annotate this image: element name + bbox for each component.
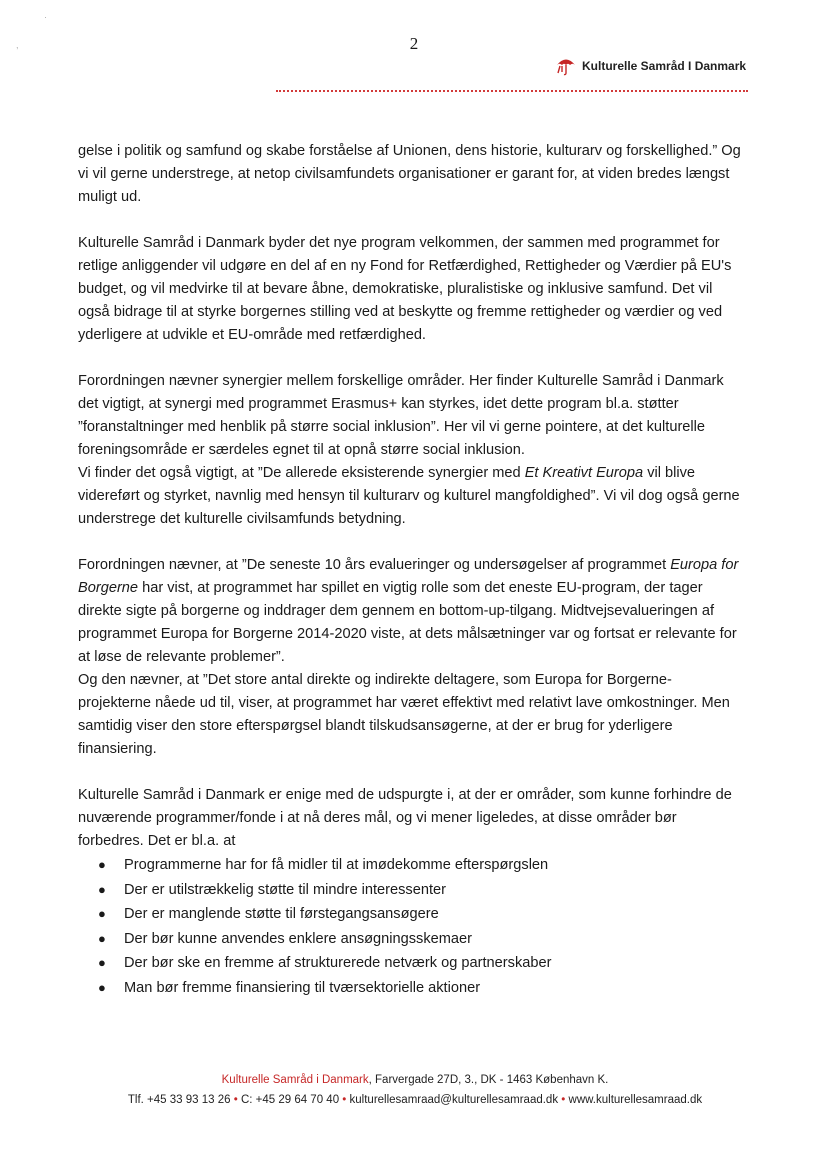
paragraph-1: gelse i politik og samfund og skabe forståelse af Unionen, dens historie, kulturarv og forskellighed.” Og vi vil gerne understrege, at netop civilsamfundets organisationer er garant for, at viden bredes længst muligt ud. — [78, 143, 741, 205]
brand-name: Kulturelle Samråd I Danmark — [582, 59, 747, 73]
list-item-text: Programmerne har for få midler til at imødekomme efterspørgslen — [124, 857, 549, 873]
paragraph-4-post: vil blive videreført og styrket, navnlig med hensyn til kulturarv og kulturel mangfoldighed”. Vi vil dog også gerne understrege det kulturelle civilsamfunds betydning. — [78, 465, 740, 527]
list-item-text: Der er utilstrækkelig støtte til mindre interessenter — [124, 881, 446, 898]
list-item — [98, 853, 742, 878]
list-item — [98, 951, 742, 976]
footer-website[interactable]: www.kulturellesamraad.dk — [568, 1094, 703, 1106]
scan-speck: · — [44, 12, 47, 22]
brand-header — [556, 56, 746, 76]
paragraph-2: Kulturelle Samråd i Danmark byder det nye program velkommen, der sammen med programmet for retlige anliggender vil udgøre en del af en ny Fond for Retfærdighed, Rettigheder og Værdier på EU's budget, og vil medvirke til at bevare åbne, demokratiske, pluralistiske og inklusive samfund. Det vil også bidrage til at styrke borgernes stilling ved at beskytte og fremme rettigheder og værdier og ved yderligere at udvikle et EU-område med retfærdighed. — [78, 235, 732, 343]
list-item-text: Der bør kunne anvendes enklere ansøgningsskemaer — [124, 930, 473, 947]
list-item-text: Der er manglende støtte til førstegangsansøgere — [124, 906, 439, 922]
footer-separator: • — [233, 1094, 238, 1106]
paragraph-6: Og den nævner, at ”Det store antal direkte og indirekte deltagere, som Europa for Borgerne-projekterne nåede ud til, viser, at programmet har været effektivt med relativt lave omkostninger. Men samtidig viser den store efterspørgsel blandt tilskudsansøgerne, at der er brug for yderligere finansiering. — [78, 672, 730, 757]
bullet-icon: ● — [98, 857, 106, 872]
paragraph-4 — [78, 462, 742, 531]
paragraph-5-title: Europa for Borgerne — [78, 557, 739, 596]
bullet-icon: ● — [98, 881, 106, 897]
paragraph-4-pre: Vi finder det også vigtigt, at ”De allerede eksisterende synergier med — [78, 465, 525, 481]
list-item — [98, 902, 742, 927]
bullet-icon: ● — [98, 906, 106, 921]
list-item — [98, 976, 742, 1001]
footer-separator: • — [561, 1094, 566, 1106]
bullet-list — [78, 853, 742, 1000]
bullet-icon: ● — [98, 979, 106, 995]
paragraph-3: Forordningen nævner synergier mellem forskellige områder. Her finder Kulturelle Samråd i Danmark det vigtigt, at synergi med programmet Erasmus+ kan styrkes, idet dette program bl.a. støtter ”foranstaltninger med henblik på større social inklusion”. Her vil vi gerne pointere, at det kulturelle foreningsområde er særdeles egnet til at opnå større social inklusion. — [78, 373, 724, 458]
list-item-text: Man bør fremme finansiering til tværsektorielle aktioner — [124, 979, 481, 996]
header-divider — [276, 90, 748, 92]
footer-org-name: Kulturelle Samråd i Danmark — [221, 1074, 369, 1086]
paragraph-5-post: har vist, at programmet har spillet en vigtig rolle som det eneste EU-program, der tager direkte sigte på borgerne og inddrager dem gennem en bottom-up-tilgang. Midtvejsevalueringen af programmet Europa for Borgerne 2014-2020 viste, at dets målsætninger var og fortsat er relevante for at løse de relevante problemer”. — [78, 580, 737, 665]
list-item — [98, 878, 742, 903]
paragraph-4-title: Et Kreativt Europa — [524, 465, 644, 481]
footer-contact-line — [70, 1090, 760, 1110]
list-item — [98, 927, 742, 952]
scan-speck: , — [16, 40, 19, 50]
page-number: 2 — [409, 34, 419, 53]
footer-email[interactable]: kulturellesamraad@kulturellesamraad.dk — [349, 1094, 559, 1106]
footer-address: , Farvergade 27D, 3., DK - 1463 København K. — [368, 1074, 609, 1086]
paragraph-7: Kulturelle Samråd i Danmark er enige med de udspurgte i, at der er områder, som kunne forhindre de nuværende programmer/fonde i at nå deres mål, og vi mener ligeledes, at disse områder bør forbedres. Det er bl.a. at — [78, 787, 732, 849]
footer-phone: Tlf. +45 33 93 13 26 — [127, 1094, 231, 1106]
umbrella-logo-icon — [556, 56, 576, 76]
footer-separator: • — [342, 1094, 347, 1106]
letter-footer — [70, 1070, 760, 1110]
paragraph-5 — [78, 554, 742, 669]
bullet-icon: ● — [98, 955, 106, 970]
footer-mobile: C: +45 29 64 70 40 — [240, 1094, 340, 1106]
paragraph-5-pre: Forordningen nævner, at ”De seneste 10 års evalueringer og undersøgelser af programmet — [78, 557, 671, 573]
footer-address-line — [70, 1070, 760, 1090]
letter-body — [78, 140, 742, 1000]
list-item-text: Der bør ske en fremme af strukturerede netværk og partnerskaber — [124, 955, 552, 971]
bullet-icon: ● — [98, 930, 106, 946]
